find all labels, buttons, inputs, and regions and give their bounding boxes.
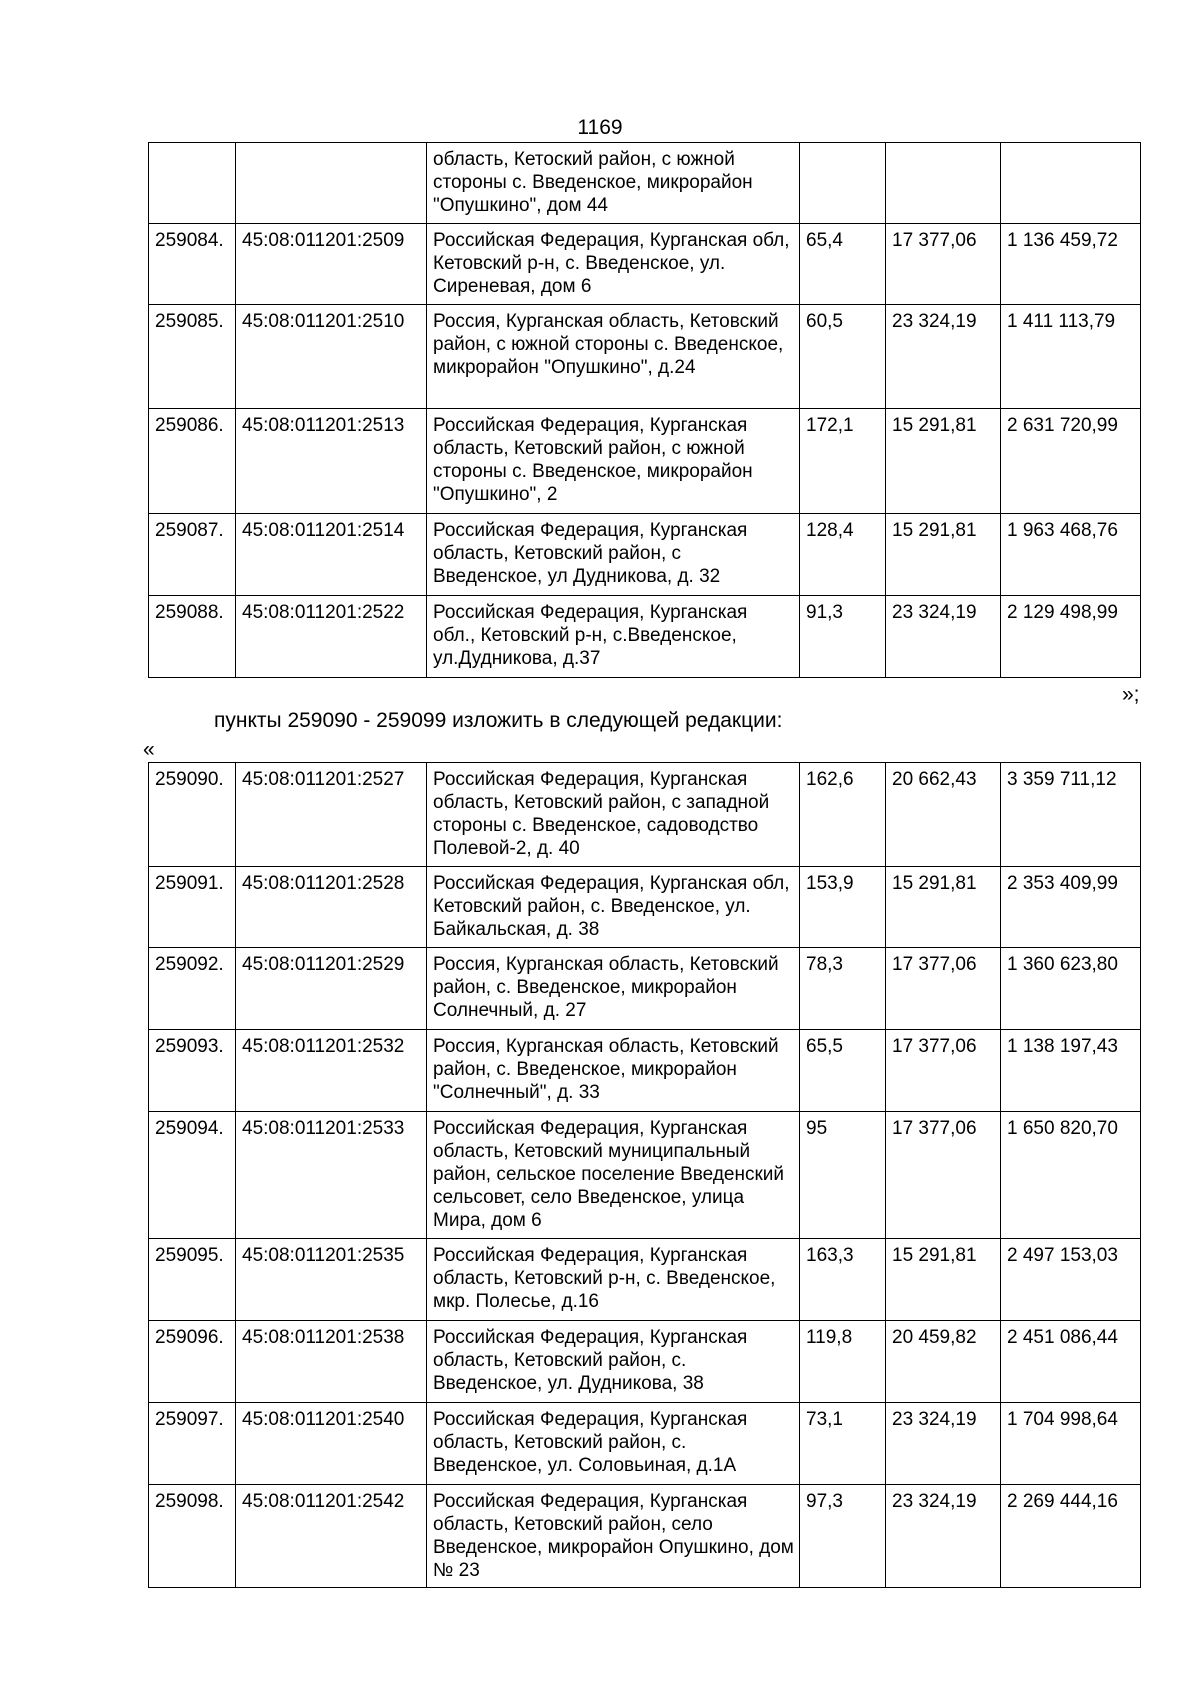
- address: Российская Федерация, Курганская область, Кетовский район, с. Введенское, ул. Соловьиная, д.1А: [427, 1403, 800, 1485]
- cadastral-value: 3 359 711,12: [1001, 763, 1141, 867]
- rate: 15 291,81: [886, 514, 1001, 596]
- area: 162,6: [800, 763, 886, 867]
- row-number: 259090.: [149, 763, 236, 867]
- cadastral-number: 45:08:011201:2538: [236, 1321, 427, 1403]
- area: 65,4: [800, 224, 886, 305]
- area: 73,1: [800, 1403, 886, 1485]
- table-row: [149, 596, 1141, 678]
- cadastral-value: [1001, 143, 1141, 224]
- cadastral-number: 45:08:011201:2542: [236, 1485, 427, 1588]
- row-number: 259097.: [149, 1403, 236, 1485]
- cadastral-value: 1 138 197,43: [1001, 1030, 1141, 1112]
- registry-table-1: [148, 142, 1141, 678]
- table-row: [149, 1030, 1141, 1112]
- closing-quote-mark: »;: [1122, 683, 1140, 706]
- cadastral-number: 45:08:011201:2510: [236, 305, 427, 409]
- address: Российская Федерация, Курганская область, Кетовский район, с Введенское, ул Дудникова, д. 32: [427, 514, 800, 596]
- area: 119,8: [800, 1321, 886, 1403]
- page-number: 1169: [577, 116, 623, 139]
- area: 97,3: [800, 1485, 886, 1588]
- amendment-instruction: пункты 259090 - 259099 изложить в следующей редакции:: [214, 709, 783, 732]
- rate: 23 324,19: [886, 1485, 1001, 1588]
- cadastral-number: 45:08:011201:2532: [236, 1030, 427, 1112]
- address: Российская Федерация, Курганская область, Кетовский район, с. Введенское, ул. Дудникова, 38: [427, 1321, 800, 1403]
- cadastral-value: 2 269 444,16: [1001, 1485, 1141, 1588]
- cadastral-number: 45:08:011201:2540: [236, 1403, 427, 1485]
- table-row: [149, 1112, 1141, 1239]
- area: 95: [800, 1112, 886, 1239]
- row-number: 259086.: [149, 409, 236, 514]
- rate: 17 377,06: [886, 1030, 1001, 1112]
- rate: 15 291,81: [886, 1239, 1001, 1321]
- address: Российская Федерация, Курганская обл, Кетовский район, с. Введенское, ул. Байкальская, д. 38: [427, 867, 800, 948]
- row-number: 259095.: [149, 1239, 236, 1321]
- rate: 20 459,82: [886, 1321, 1001, 1403]
- address: Российская Федерация, Курганская область, Кетовский район, село Введенское, микрорайон Опушкино, дом № 23: [427, 1485, 800, 1588]
- cadastral-number: 45:08:011201:2527: [236, 763, 427, 867]
- address: Российская Федерация, Курганская обл., Кетовский р-н, с.Введенское, ул.Дудникова, д.37: [427, 596, 800, 678]
- address: Российская Федерация, Курганская область, Кетовский район, с южной стороны с. Введенское, микрорайон "Опушкино", 2: [427, 409, 800, 514]
- row-number: 259088.: [149, 596, 236, 678]
- area: 172,1: [800, 409, 886, 514]
- address: Российская Федерация, Курганская область, Кетовский р-н, с. Введенское, мкр. Полесье, д.16: [427, 1239, 800, 1321]
- cadastral-number: 45:08:011201:2528: [236, 867, 427, 948]
- row-number: 259096.: [149, 1321, 236, 1403]
- rate: 15 291,81: [886, 409, 1001, 514]
- cadastral-number: 45:08:011201:2529: [236, 948, 427, 1030]
- rate: 23 324,19: [886, 1403, 1001, 1485]
- cadastral-number: [236, 143, 427, 224]
- table-row: [149, 514, 1141, 596]
- row-number: 259092.: [149, 948, 236, 1030]
- cadastral-number: 45:08:011201:2509: [236, 224, 427, 305]
- area: [800, 143, 886, 224]
- rate: 17 377,06: [886, 224, 1001, 305]
- cadastral-value: 1 963 468,76: [1001, 514, 1141, 596]
- cadastral-value: 2 631 720,99: [1001, 409, 1141, 514]
- rate: 15 291,81: [886, 867, 1001, 948]
- table-row: [149, 1239, 1141, 1321]
- rate: 23 324,19: [886, 305, 1001, 409]
- row-number: 259084.: [149, 224, 236, 305]
- cadastral-number: 45:08:011201:2522: [236, 596, 427, 678]
- rate: 23 324,19: [886, 596, 1001, 678]
- row-number: 259091.: [149, 867, 236, 948]
- cadastral-value: 2 451 086,44: [1001, 1321, 1141, 1403]
- row-number: 259094.: [149, 1112, 236, 1239]
- opening-quote-mark: «: [143, 738, 155, 761]
- area: 128,4: [800, 514, 886, 596]
- cadastral-number: 45:08:011201:2533: [236, 1112, 427, 1239]
- row-number: 259093.: [149, 1030, 236, 1112]
- table-row: [149, 867, 1141, 948]
- cadastral-number: 45:08:011201:2514: [236, 514, 427, 596]
- address: Российская Федерация, Курганская область, Кетовский муниципальный район, сельское поселение Введенский сельсовет, село Введенское, улица Мира, дом 6: [427, 1112, 800, 1239]
- row-number: 259098.: [149, 1485, 236, 1588]
- cadastral-number: 45:08:011201:2513: [236, 409, 427, 514]
- address: Россия, Курганская область, Кетовский район, с южной стороны с. Введенское, микрорайон "Опушкино", д.24: [427, 305, 800, 409]
- area: 163,3: [800, 1239, 886, 1321]
- area: 78,3: [800, 948, 886, 1030]
- table-row: [149, 305, 1141, 409]
- area: 91,3: [800, 596, 886, 678]
- cadastral-value: 2 353 409,99: [1001, 867, 1141, 948]
- cadastral-value: 2 129 498,99: [1001, 596, 1141, 678]
- area: 65,5: [800, 1030, 886, 1112]
- address: Российская Федерация, Курганская область, Кетовский район, с западной стороны с. Введенское, садоводство Полевой-2, д. 40: [427, 763, 800, 867]
- area: 153,9: [800, 867, 886, 948]
- registry-table-2: [148, 762, 1141, 1588]
- table-row: [149, 1321, 1141, 1403]
- cadastral-value: 2 497 153,03: [1001, 1239, 1141, 1321]
- cadastral-number: 45:08:011201:2535: [236, 1239, 427, 1321]
- cadastral-value: 1 360 623,80: [1001, 948, 1141, 1030]
- cadastral-value: 1 704 998,64: [1001, 1403, 1141, 1485]
- rate: [886, 143, 1001, 224]
- cadastral-value: 1 136 459,72: [1001, 224, 1141, 305]
- rate: 17 377,06: [886, 1112, 1001, 1239]
- address: Россия, Курганская область, Кетовский район, с. Введенское, микрорайон "Солнечный", д. 33: [427, 1030, 800, 1112]
- table-row: [149, 763, 1141, 867]
- address: Россия, Курганская область, Кетовский район, с. Введенское, микрорайон Солнечный, д. 27: [427, 948, 800, 1030]
- address: Российская Федерация, Курганская обл, Кетовский р-н, с. Введенское, ул. Сиреневая, дом 6: [427, 224, 800, 305]
- cadastral-value: 1 411 113,79: [1001, 305, 1141, 409]
- address: область, Кетоский район, с южной стороны с. Введенское, микрорайон "Опушкино", дом 44: [427, 143, 800, 224]
- row-number: 259087.: [149, 514, 236, 596]
- table-row: [149, 143, 1141, 224]
- table-row: [149, 409, 1141, 514]
- row-number: 259085.: [149, 305, 236, 409]
- table-row: [149, 948, 1141, 1030]
- table-row: [149, 1403, 1141, 1485]
- rate: 20 662,43: [886, 763, 1001, 867]
- rate: 17 377,06: [886, 948, 1001, 1030]
- row-number: [149, 143, 236, 224]
- area: 60,5: [800, 305, 886, 409]
- table-row: [149, 224, 1141, 305]
- table-row: [149, 1485, 1141, 1588]
- cadastral-value: 1 650 820,70: [1001, 1112, 1141, 1239]
